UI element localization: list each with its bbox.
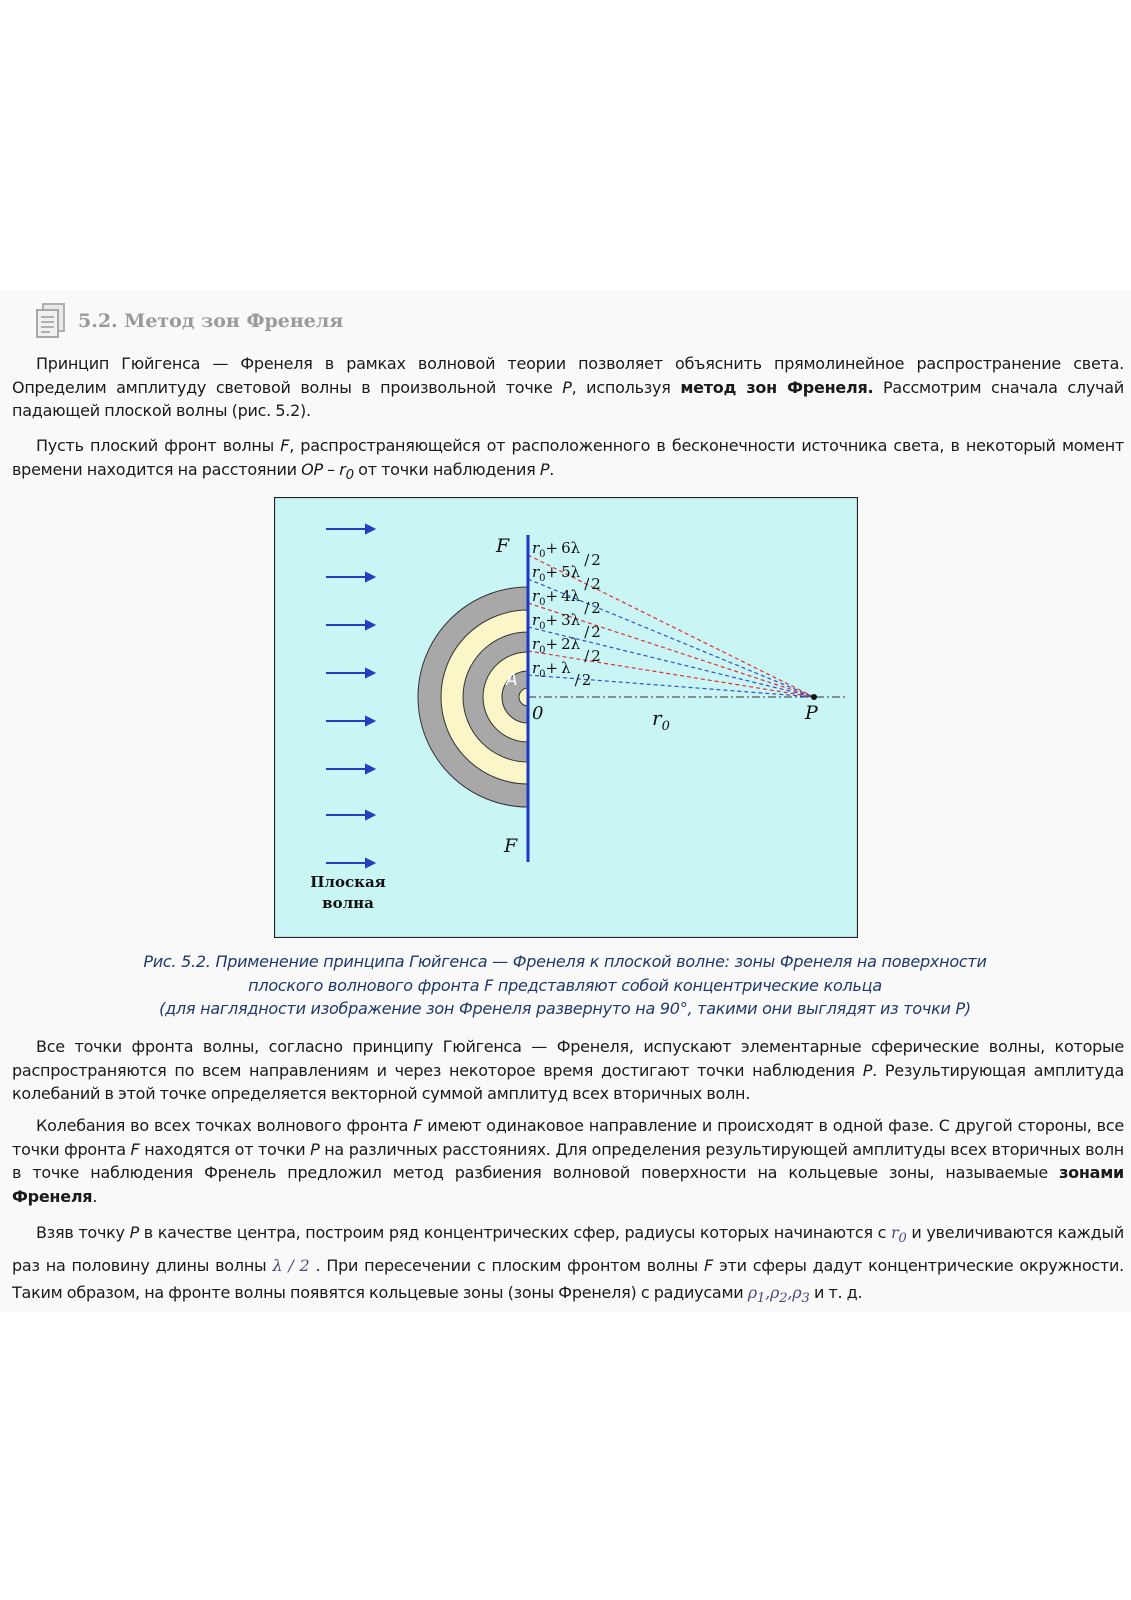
zone-label-6: $r_0+ 6\lambda/$ 2: [532, 539, 601, 569]
zone-label-4: $r_0+ 4\lambda/$ 2: [532, 587, 601, 617]
paragraph-5: Взяв точку P в качестве центра, построим ряд концентрических сфер, радиусы которых начинаются с $r_0$ и увеличиваются каждый раз на половину длины волны λ / 2 . При пересечении с плоским фронтом волны F эти сферы дадут концентрические окружности. Таким образом, на фронте волны появятся кольцевые зоны (зоны Френеля) с радиусами $\rho_1,\rho_2,\rho_3$ и т. д.: [12, 1223, 1125, 1307]
point-p: [811, 694, 817, 700]
label-f-bottom: F: [504, 835, 518, 857]
paragraph-2: Пусть плоский фронт волны F, распространяющейся от расположенного в бесконечности источника света, в некоторый момент времени находится на расстоянии OP – $r_0$ от точки наблюдения P.: [12, 436, 1124, 483]
label-plane-wave-1: Плоская: [310, 873, 386, 891]
caption-line-1: Рис. 5.2. Применение принципа Гюйгенса — Френеля к плоской волне: зоны Френеля на поверхности: [143, 952, 987, 971]
zone-label-5: $r_0+ 5\lambda/$ 2: [532, 563, 601, 593]
caption-line-2: плоского волнового фронта F представляют собой концентрические кольца: [248, 975, 882, 995]
fresnel-zones-figure: [274, 497, 858, 938]
zone-label-2: $r_0+ 2\lambda/$ 2: [532, 635, 601, 665]
paragraph-3: Все точки фронта волны, согласно принципу Гюйгенса — Френеля, испускают элементарные сферические волны, которые распространяются по всем направлениям и через некоторое время достигают точки наблюдения P. Результирующая амплитуда колебаний в этой точке определяется векторной суммой амплитуд всех вторичных волн.: [12, 1037, 1125, 1103]
term-fresnel-zones: зонами Френеля: [12, 1163, 1124, 1206]
section-heading: [34, 302, 343, 340]
label-p: P: [805, 702, 818, 724]
label-f-top: F: [496, 535, 510, 557]
document-icon: [34, 302, 68, 340]
label-r0: $r_0$: [652, 706, 670, 734]
label-a: A: [506, 670, 518, 690]
paragraph-1: Принцип Гюйгенса — Френеля в рамках волновой теории позволяет объяснить прямолинейное распространение света. Определим амплитуду световой волны в произвольной точке P, используя метод зон Френеля. Рассмотрим сначала случай падающей плоской волны (рис. 5.2).: [12, 354, 1125, 420]
zone-label-1: $r_0+ \lambda/$ 2: [532, 659, 592, 689]
section-title: 5.2. Метод зон Френеля: [78, 310, 344, 332]
label-plane-wave-2: волна: [322, 894, 374, 912]
term-fresnel-zone-method: метод зон Френеля.: [680, 377, 874, 397]
caption-line-3: (для наглядности изображение зон Френеля развернуто на 90°, такими они выглядят из точки P): [159, 999, 971, 1018]
zone-label-3: $r_0+ 3\lambda/$ 2: [532, 611, 601, 641]
figure-caption: [90, 950, 1040, 1021]
label-zero: 0: [532, 703, 544, 724]
paragraph-4: Колебания во всех точках волнового фронта F имеют одинаковое направление и происходят в одной фазе. С другой стороны, все точки фронта F находятся от точки P на различных расстояниях. Для определения результирующей амплитуды всех вторичных волн в точке наблюдения Френель предложил метод разбиения волновой поверхности на кольцевые зоны, называемые зонами Френеля.: [12, 1116, 1125, 1206]
